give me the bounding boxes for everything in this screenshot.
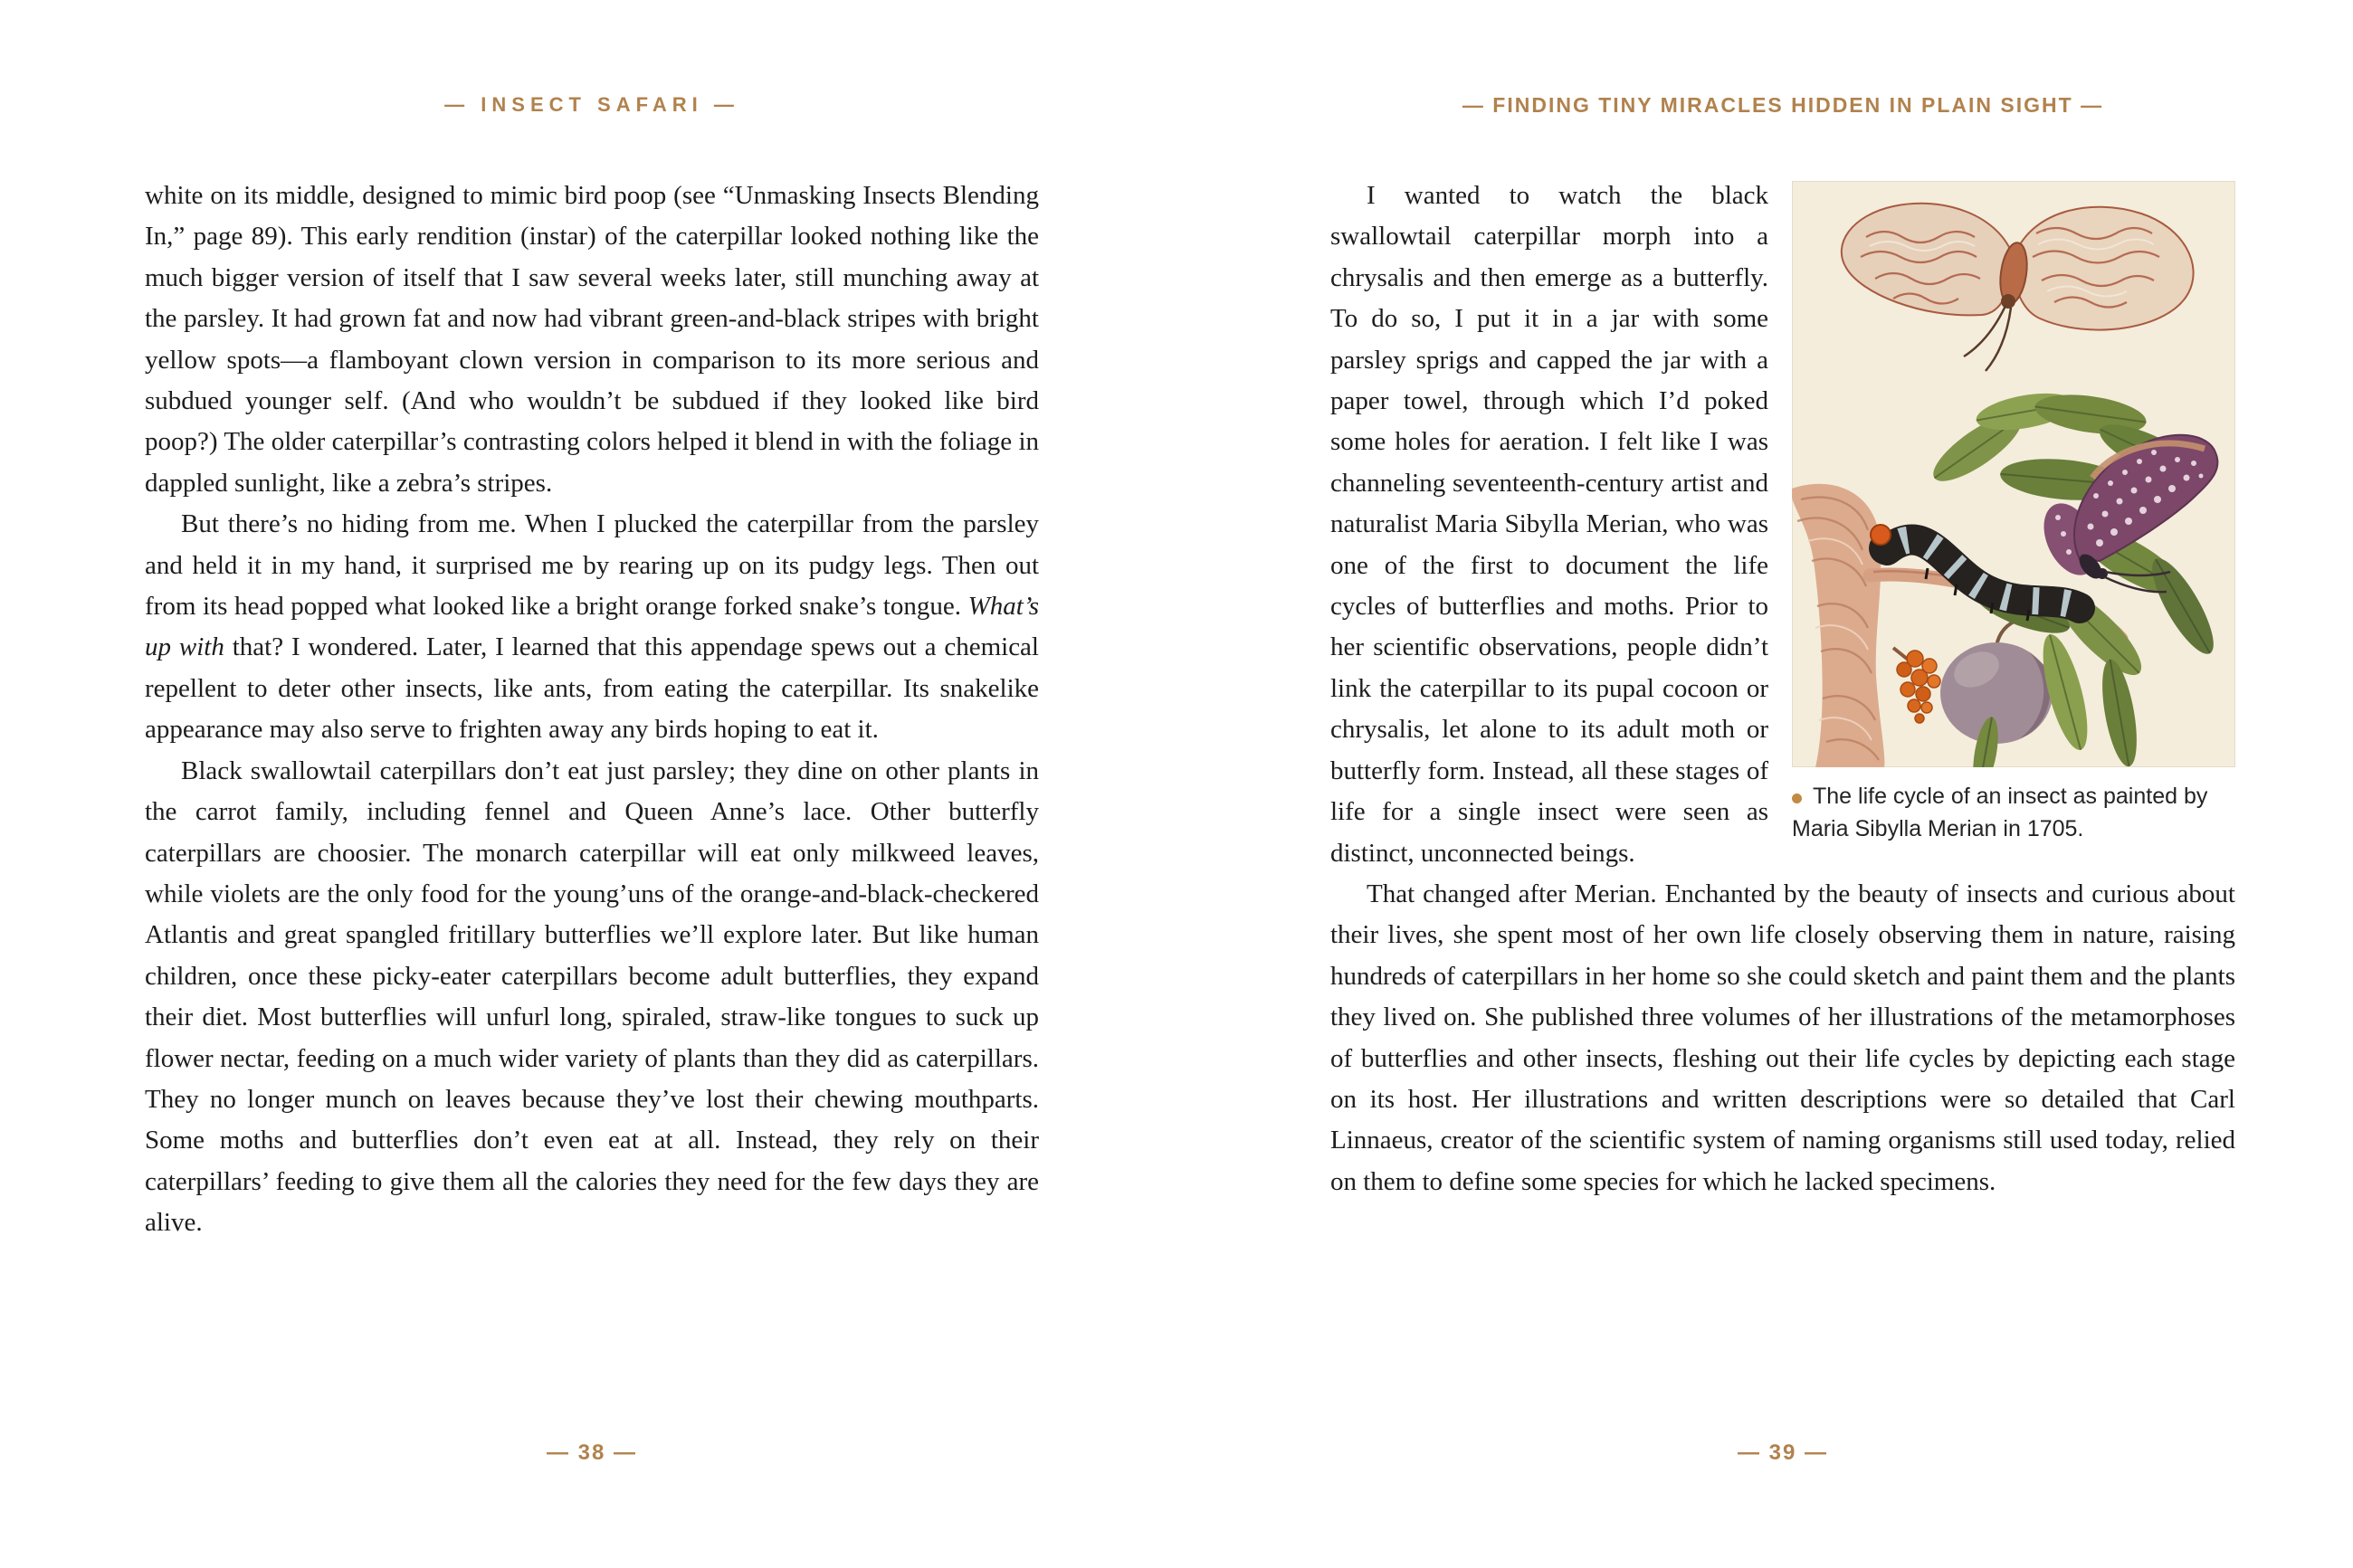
caption-text: The life cycle of an insect as painted by Maria Sibylla Merian in 1705.: [1792, 784, 2208, 841]
paragraph: That changed after Merian. Enchanted by the beauty of insects and curious about their lives, she spent most of her own life closely observing them in nature, raising hundreds of caterpillars in her home so she could sketch and paint them and the plants they lived on. She published three volumes of her illustrations of the metamorphoses of butterflies and other insects, fleshing out their life cycles by depicting each stage on its host. Her illustrations and written descriptions were so detailed that Carl Linnaeus, creator of the scientific system of naming organisms still used today, relied on them to define some species for which he lacked specimens.: [1330, 879, 2235, 1196]
paragraph: Black swallowtail caterpillars don’t eat just parsley; they dine on other plants in the carrot family, including fennel and Queen Anne’s lace. Other butterfly caterpillars are choosier. The monarch caterpillar will eat only milkweed leaves, while violets are the only food for the young’uns of the orange-and-black-checkered Atlantis and great spangled fritillary butterflies we’ll explore later. But like human children, once these picky-eater caterpillars become adult butterflies, they expand their diet. Most butterflies will unfurl long, spiraled, straw-like tongues to suck up flower nectar, feeding on a much wider variety of plants than they did as caterpillars. They no longer munch on leaves because they’ve lost their chewing mouthparts. Some moths and butterflies don’t even eat at all. Instead, they rely on their caterpillars’ feeding to give them all the calories they need for the few days they are alive.: [145, 755, 1039, 1238]
caption-bullet-icon: [1792, 794, 1802, 803]
paragraph: I wanted to watch the black swallowtail caterpillar morph into a chrysalis and then emerge as a butterfly. To do so, I put it in a jar with some parsley sprigs and capped the jar with a paper towel, through which I’d poked some holes for aeration. I felt like I was channeling seventeenth-century artist and naturalist Maria Sibylla Merian, who was one of the first to document the life cycles of butterflies and moths. Prior to her scientific observations, people didn’t link the caterpillar to its pupal cocoon or chrysalis, let alone to its adult moth or butterfly form. Instead, all these stages of life for a single insect were seen as distinct, unconnected beings.: [1330, 181, 1768, 868]
left-page-header: — INSECT SAFARI —: [444, 93, 739, 116]
left-page-body-paragraphs: [145, 176, 1039, 1244]
left-page-number: — 38 —: [546, 1440, 638, 1465]
right-page-number: — 39 —: [1737, 1440, 1829, 1465]
figure-caption: [1792, 780, 2235, 845]
right-page-body: [1330, 176, 2235, 1202]
paragraph: white on its middle, designed to mimic bird poop (see “Unmasking Insects Blending In,” page 89). This early rendition (instar) of the caterpillar looked nothing like the much bigger version of itself that I saw several weeks later, still munching away at the parsley. It had grown fat and now had vibrant green-and-black stripes with bright yellow spots—a flamboyant clown version in comparison to its more serious and subdued younger self. (And who wouldn’t be subdued if they looked like bird poop?) The older caterpillar’s contrasting colors helped it blend in with the foliage in dappled sunlight, like a zebra’s stripes.: [145, 181, 1039, 498]
merian-figure: [1792, 181, 2235, 845]
merian-illustration: [1792, 181, 2235, 767]
paragraph: But there’s no hiding from me. When I plucked the caterpillar from the parsley and held it in my hand, it surprised me by rearing up on its pudgy legs. Then out from its head popped what looked like a bright orange forked snake’s tongue. What’s up with that? I wondered. Later, I learned that this appendage spews out a chemical repellent to deter other insects, like ants, from eating the caterpillar. Its snakelike appearance may also serve to frighten away any birds hoping to eat it.: [145, 509, 1039, 745]
left-page-body: [145, 176, 1039, 1244]
right-page-header: — FINDING TINY MIRACLES HIDDEN IN PLAIN SIGHT —: [1462, 93, 2104, 117]
